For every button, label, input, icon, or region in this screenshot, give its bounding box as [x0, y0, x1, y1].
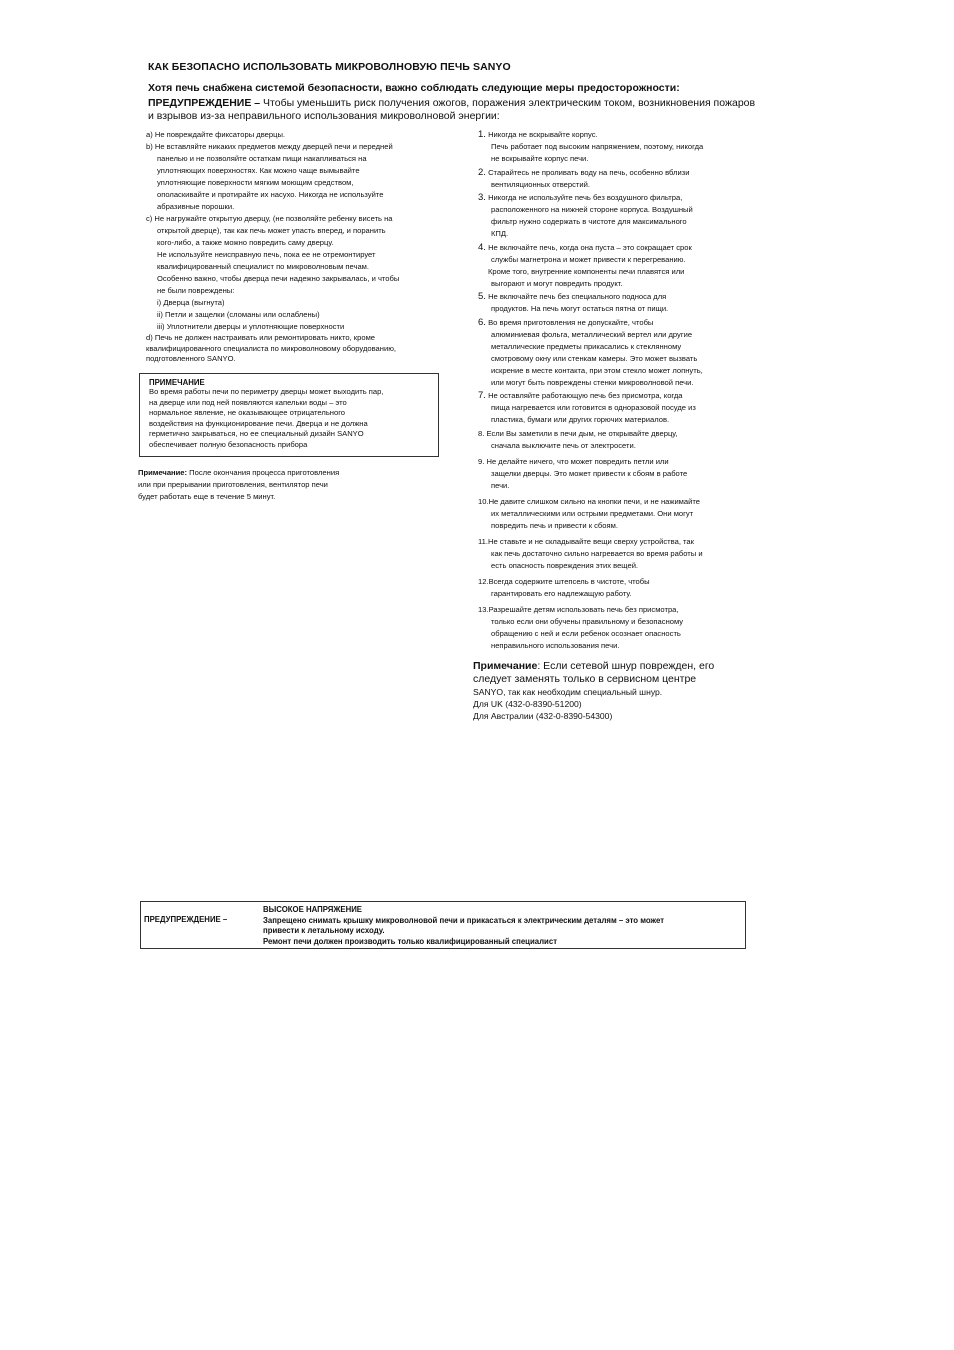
note-box-line: на дверце или под ней появляются капельки воды – это	[149, 397, 347, 407]
safety-item	[478, 167, 778, 191]
warning-label: ПРЕДУПРЕЖДЕНИЕ –	[148, 97, 261, 109]
note-box	[139, 373, 439, 457]
safety-item-number: 8.	[478, 428, 485, 438]
left-line: не были повреждены:	[157, 286, 235, 295]
safety-item-line: КПД.	[491, 229, 509, 238]
safety-item-line: Не включайте печь, когда она пуста – это сокращает срок	[488, 242, 692, 252]
safety-item-number: 7.	[478, 390, 486, 401]
safety-item-number: 12.	[478, 576, 489, 586]
safety-item-line: Разрешайте детям использовать печь без присмотра,	[488, 604, 679, 614]
left-line: квалифицированный специалист по микроволновым печам.	[157, 262, 370, 271]
safety-item-line: Во время приготовления не допускайте, чтобы	[488, 317, 654, 327]
safety-item	[478, 536, 778, 572]
safety-item-line: Не включайте печь без специального подноса для	[488, 292, 667, 301]
left-line: открытой дверце), так как печь может упасть вперед, и поранить	[157, 226, 386, 235]
safety-item-line: службы магнетрона и может привести к перегреванию.	[491, 254, 686, 264]
safety-item-line: есть опасность повреждения этих вещей.	[491, 560, 639, 570]
left-line: b) Не вставляйте никаких предметов между дверцей печи и передней	[146, 142, 393, 151]
cord-note	[473, 660, 773, 722]
note-box-line: обеспечивает полную безопасность прибора	[149, 439, 308, 449]
left-line: ополаскивайте и протирайте их насухо. Никогда не используйте	[157, 190, 384, 199]
left-line: ii) Петли и защелки (сломаны или ослаблены)	[157, 310, 320, 319]
safety-item-line: как печь достаточно сильно нагревается во время работы и	[491, 548, 703, 558]
fan-note-line-3: будет работать еще в течение 5 минут.	[138, 492, 276, 501]
safety-item-line: не вскрывайте корпус печи.	[491, 154, 589, 163]
safety-item-line: обращению с ней и если ребенок осознает опасность	[491, 628, 681, 638]
safety-item-line: Не оставляйте работающую печь без присмотра, когда	[488, 391, 683, 400]
safety-item-line: расположенного на нижней стороне корпуса. Воздушный	[491, 205, 693, 214]
cord-note-line-4: Для UK (432-0-8390-51200)	[473, 699, 582, 709]
safety-item	[478, 129, 778, 165]
safety-item-number: 13.	[478, 604, 489, 614]
safety-item-line: или могут быть повреждены стенки микроволновой печи.	[491, 377, 694, 387]
safety-item-line: гарантировать его надлежащую работу.	[491, 588, 632, 598]
left-column	[146, 129, 456, 365]
left-line: d) Печь не должен настраивать или ремонтировать никто, кроме	[146, 333, 376, 342]
note-box-line: герметично закрываться, но ее специальный дизайн SANYO	[149, 429, 364, 438]
safety-item-line: только если они обучены правильному и безопасному	[491, 616, 684, 626]
safety-item-line: Старайтесь не проливать воду на печь, особенно вблизи	[488, 167, 690, 177]
left-line: абразивные порошки.	[157, 202, 235, 211]
safety-item-number: 5.	[478, 291, 486, 302]
safety-item-line: продуктов. На печь могут остаться пятна от пищи.	[491, 304, 669, 313]
cord-note-line-5: Для Австралии (432-0-8390-54300)	[473, 711, 613, 721]
safety-item-line: защелки дверцы. Это может привести к сбоям в работе	[491, 468, 688, 478]
safety-item-number: 10.	[478, 496, 489, 506]
page-title: КАК БЕЗОПАСНО ИСПОЛЬЗОВАТЬ МИКРОВОЛНОВУЮ ПЕЧЬ SANYO	[148, 61, 511, 73]
left-line: iii) Уплотнители дверцы и уплотняющие поверхности	[157, 322, 345, 331]
safety-item-line: Не давите слишком сильно на кнопки печи, и не нажимайте	[488, 496, 700, 506]
fan-note-line-2: или при прерывании приготовления, вентилятор печи	[138, 480, 328, 489]
safety-item-line: их металлическими или острыми предметами. Они могут	[491, 508, 694, 518]
safety-item-line: повредить печь и привести к сбоям.	[491, 520, 618, 530]
left-line: панелью и не позволяйте остаткам пищи накапливаться на	[157, 154, 367, 163]
cord-note-line-3: SANYO, так как необходим специальный шнур.	[473, 687, 663, 697]
note-box-line: воздействия на функционирование печи. Дверца и не должна	[149, 418, 368, 428]
left-line: уплотняющие поверхности мягким моющим средством,	[157, 178, 354, 187]
safety-item-line: вентиляционных отверстий.	[491, 179, 590, 189]
fan-note-line-1: После окончания процесса приготовления	[187, 468, 340, 477]
safety-item-line: Всегда содержите штепсель в чистоте, чтобы	[488, 576, 650, 586]
note-box-line: нормальное явление, не оказывающее отрицательного	[149, 408, 346, 417]
left-line: кого-либо, а также можно повредить саму дверцу.	[157, 238, 334, 247]
safety-item-line: искрение в месте контакта, при этом стекло может лопнуть,	[491, 365, 703, 375]
note-box-header: ПРИМЕЧАНИЕ	[149, 378, 205, 387]
safety-item-number: 3.	[478, 192, 486, 203]
high-voltage-line: Запрещено снимать крышку микроволновой печи и прикасаться к электрическим деталям – это может	[263, 915, 665, 925]
safety-item-line: Печь работает под высоким напряжением, поэтому, никогда	[491, 142, 704, 151]
safety-item-line: фильтр нужно содержать в чистоте для максимального	[491, 217, 687, 226]
high-voltage-line: Ремонт печи должен производить только квалифицированный специалист	[263, 936, 558, 946]
cord-note-line-1: : Если сетевой шнур поврежден, его	[537, 660, 715, 672]
safety-item-line: алюминиевая фольга, металлический вертел или другие	[491, 329, 693, 339]
high-voltage-line: привести к летальному исходу.	[263, 926, 385, 935]
safety-item	[478, 428, 778, 452]
warning-paragraph	[148, 97, 818, 123]
safety-item-line: сначала выключите печь от электросети.	[491, 440, 636, 450]
intro-text: Хотя печь снабжена системой безопасности, важно соблюдать следующие меры предосторожности:	[148, 82, 680, 94]
safety-item-number: 1.	[478, 129, 486, 140]
left-line: квалифицированного специалиста по микроволновому оборудованию,	[146, 343, 397, 353]
safety-item-line: Никогда не вскрывайте корпус.	[488, 130, 598, 139]
high-voltage-heading: ВЫСОКОЕ НАПРЯЖЕНИЕ	[263, 905, 363, 914]
safety-item-line: Никогда не используйте печь без воздушного фильтра,	[488, 193, 683, 202]
high-voltage-warning-box	[140, 901, 746, 949]
safety-item-line: пластика, бумаги или других горючих материалов.	[491, 415, 670, 424]
safety-item	[478, 390, 778, 426]
safety-item-number: 6.	[478, 316, 486, 328]
safety-item	[478, 317, 778, 389]
cord-note-line-2: следует заменять только в сервисном центре	[473, 673, 697, 685]
warning-line-1: Чтобы уменьшить риск получения ожогов, поражения электрическим током, возникновения пожаров	[260, 97, 756, 109]
safety-item	[478, 456, 778, 492]
left-line: i) Дверца (выгнута)	[157, 298, 225, 307]
safety-item	[478, 496, 778, 532]
left-line: c) Не нагружайте открытую дверцу, (не позволяйте ребенку висеть на	[146, 214, 393, 223]
fan-note	[138, 467, 398, 503]
high-voltage-warning-label: ПРЕДУПРЕЖДЕНИЕ –	[144, 915, 228, 924]
safety-item	[478, 576, 778, 600]
safety-item-number: 11.	[478, 536, 488, 546]
safety-item-line: металлические предметы прикасались к стеклянному	[491, 341, 682, 351]
safety-item-line: смотровому окну или стенкам камеры. Это может вызвать	[491, 353, 698, 363]
left-line: подготовленного SANYO.	[146, 354, 236, 363]
safety-item-number: 2.	[478, 166, 486, 178]
safety-item	[478, 291, 778, 315]
right-column	[478, 129, 778, 653]
cord-note-label: Примечание	[473, 660, 538, 672]
safety-item-line: выгорают и могут повредить продукт.	[491, 278, 623, 288]
left-line: уплотняющих поверхностях. Как можно чаще вымывайте	[157, 166, 360, 175]
safety-item	[478, 242, 778, 290]
safety-item-line: неправильного использования печи.	[491, 640, 620, 650]
note-box-line: Во время работы печи по периметру дверцы может выходить пар,	[149, 387, 384, 396]
safety-item-line: Кроме того, внутренние компоненты печи плавятся или	[488, 266, 685, 276]
safety-item-number: 4.	[478, 241, 486, 253]
safety-item-number: 9.	[478, 456, 485, 466]
safety-item-line: Если Вы заметили в печи дым, не открывайте дверцу,	[486, 428, 678, 438]
safety-item-line: печи.	[491, 480, 510, 490]
warning-line-2: и взрывов из-за неправильного использования микроволновой энергии:	[148, 110, 500, 122]
safety-item-line: Не ставьте и не складывайте вещи сверху устройства, так	[488, 536, 694, 546]
safety-item-line: пища нагревается или готовится в одноразовой посуде из	[491, 403, 696, 412]
safety-item	[478, 192, 778, 240]
left-line: Не используйте неисправную печь, пока ее не отремонтирует	[157, 250, 376, 259]
fan-note-label: Примечание:	[138, 468, 188, 477]
left-line: a) Не повреждайте фиксаторы дверцы.	[146, 130, 286, 139]
left-line: Особенно важно, чтобы дверца печи надежно закрывалась, и чтобы	[157, 274, 400, 283]
safety-item-line: Не делайте ничего, что может повредить петли или	[486, 456, 669, 466]
safety-item	[478, 604, 778, 652]
